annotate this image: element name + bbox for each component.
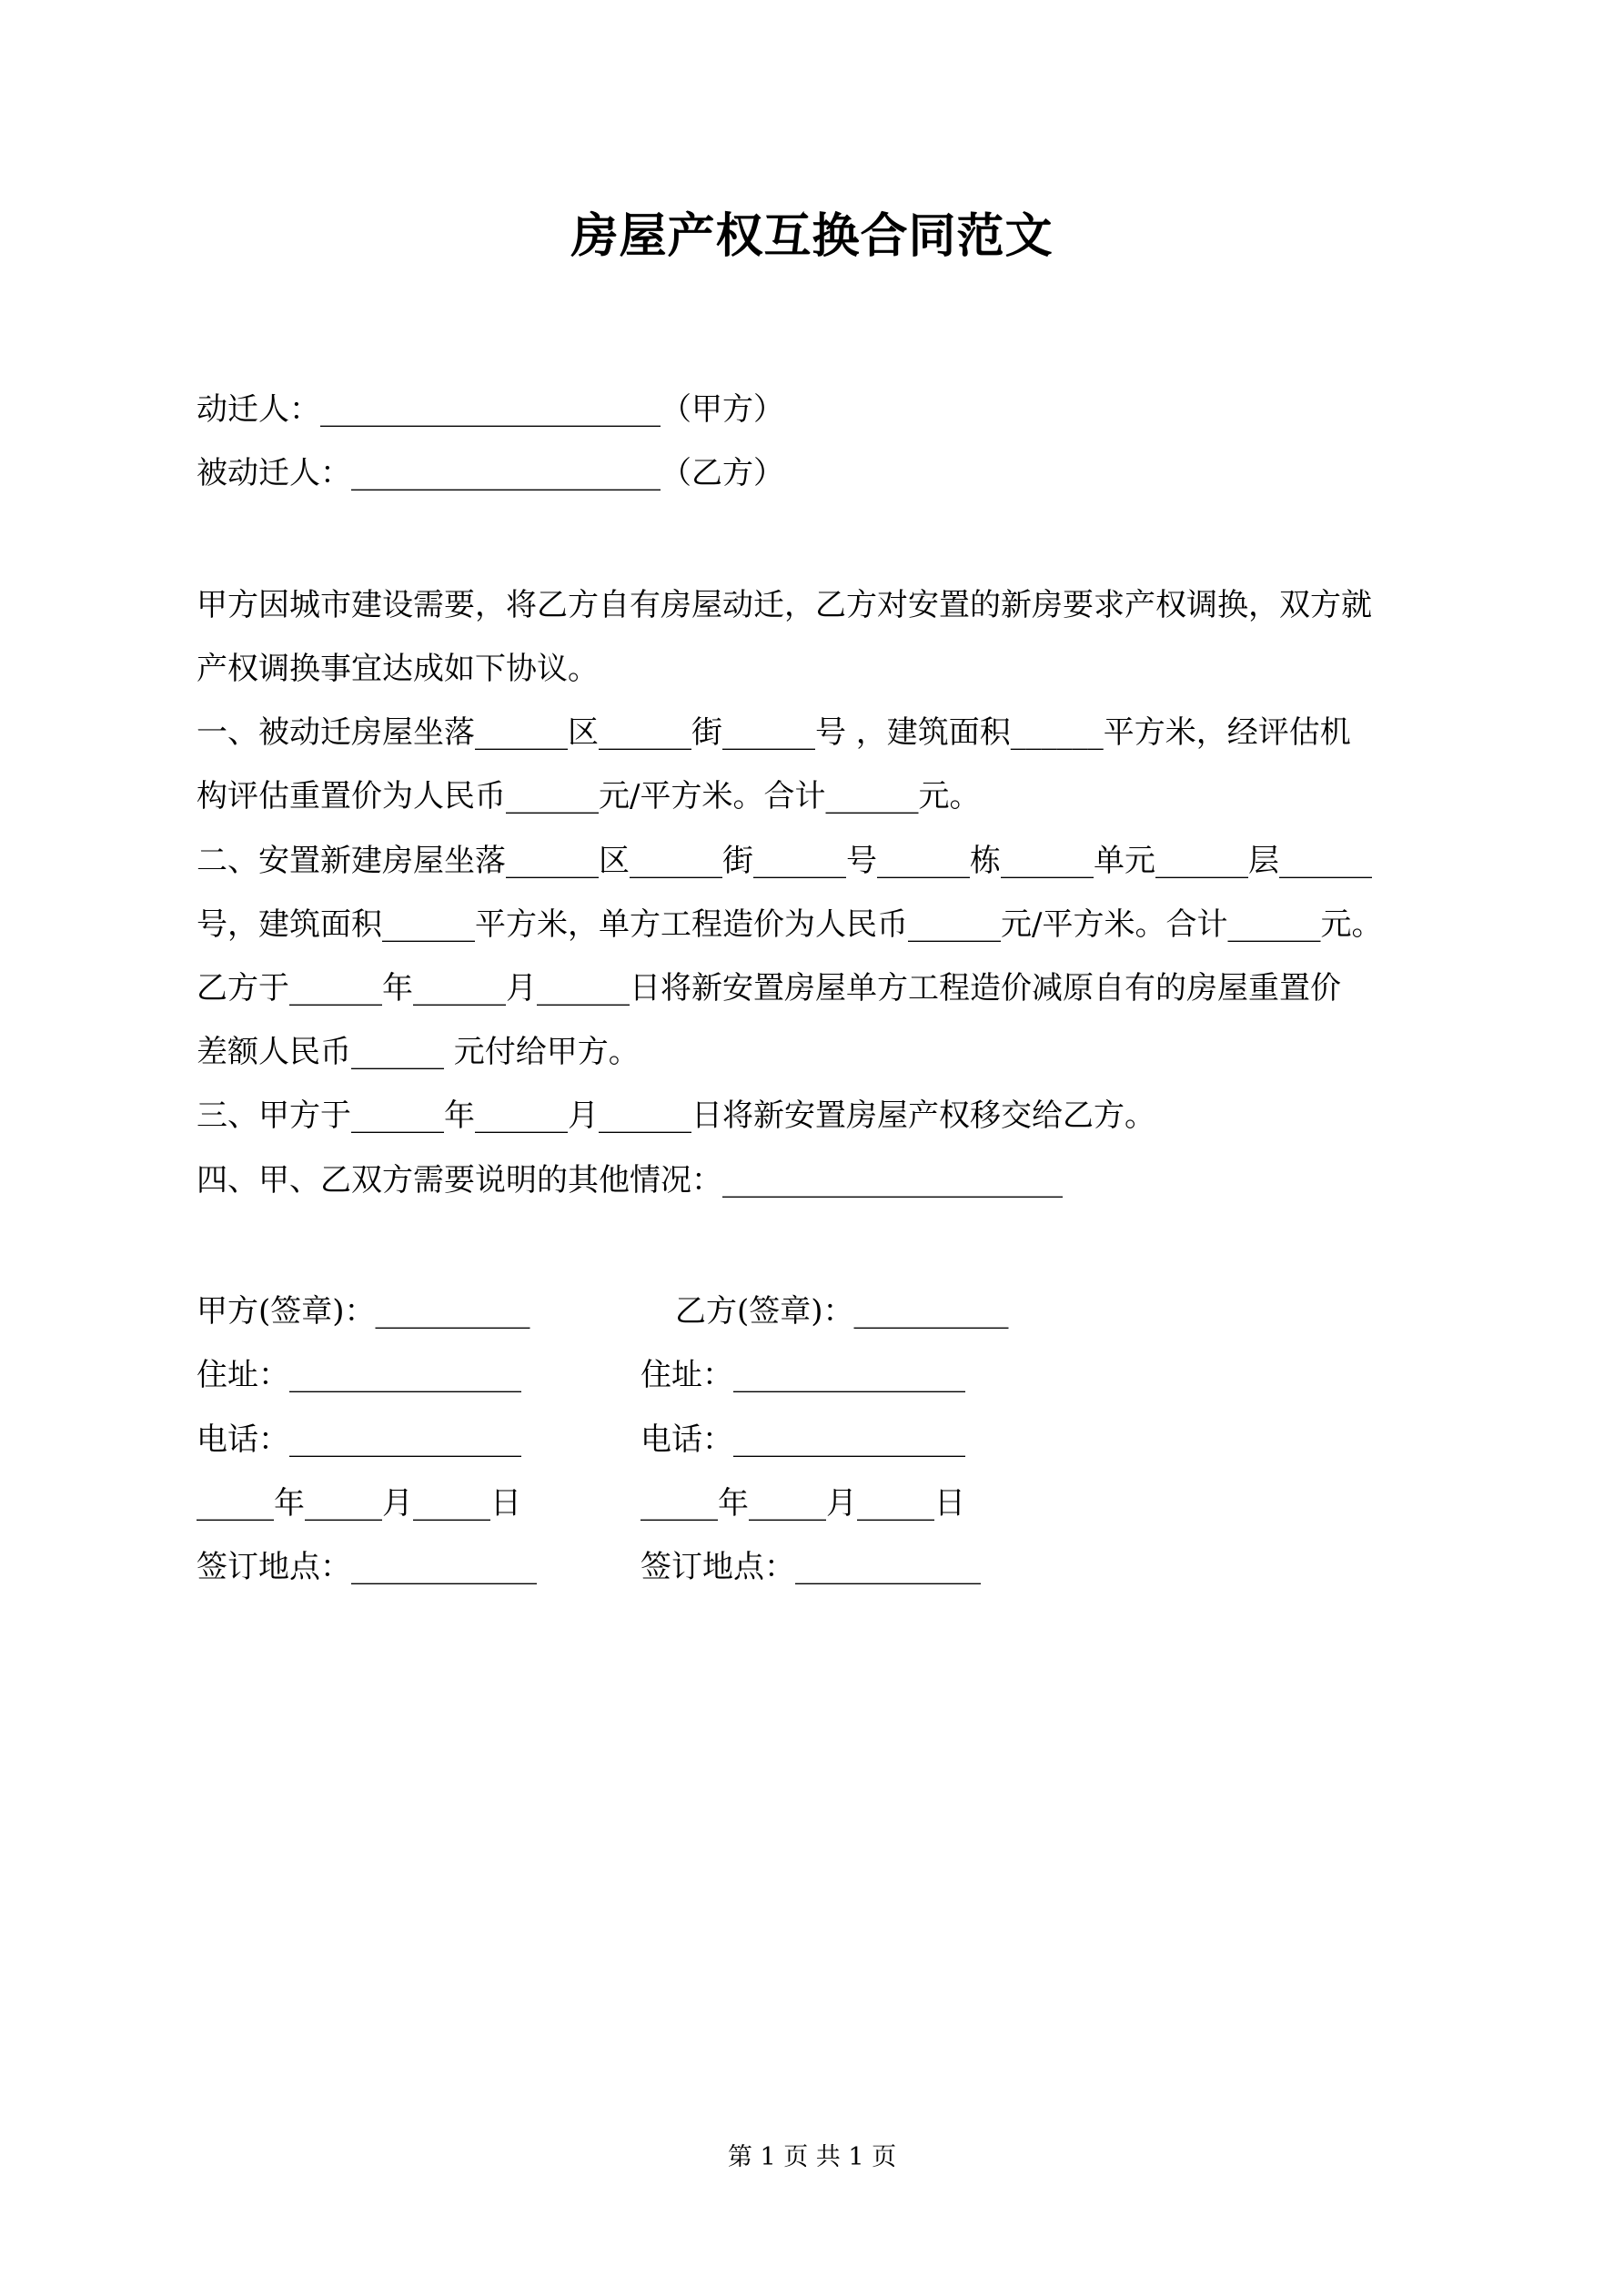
party-a-line: 动迁人：______________________（甲方）	[197, 391, 784, 428]
document-title: 房屋产权互换合同范文	[570, 208, 1054, 264]
party-b-date-line: _____年_____月_____日	[641, 1485, 965, 1522]
clause-3-line: 三、甲方于______年______月______日将新安置房屋产权移交给乙方。	[197, 1097, 1155, 1134]
clause-2-line-3: 乙方于______年______月______日将新安置房屋单方工程造价减原自有的房屋重置价	[197, 970, 1341, 1006]
party-a-phone-line: 电话：_______________	[197, 1421, 521, 1458]
party-a-address-line: 住址：_______________	[197, 1357, 521, 1393]
party-b-seal-line: 乙方(签章)：__________	[675, 1293, 1009, 1330]
party-a-seal-line: 甲方(签章)：__________	[197, 1293, 530, 1330]
clause-2-line-1: 二、安置新建房屋坐落______区______街______号______栋______单元______层______	[197, 843, 1372, 879]
clause-2-line-4: 差额人民币______ 元付给甲方。	[197, 1034, 640, 1070]
clause-2-line-2: 号，建筑面积______平方米，单方工程造价为人民币______元/平方米。合计______元。	[197, 906, 1383, 943]
party-b-phone-line: 电话：_______________	[641, 1421, 965, 1458]
clause-1-line-2: 构评估重置价为人民币______元/平方米。合计______元。	[197, 778, 981, 814]
page-footer: 第 1 页 共 1 页	[727, 2143, 897, 2171]
party-a-date-line: _____年_____月_____日	[197, 1485, 521, 1522]
party-a-place-line: 签订地点：____________	[197, 1549, 537, 1585]
intro-line-1: 甲方因城市建设需要，将乙方自有房屋动迁，乙方对安置的新房要求产权调换，双方就	[197, 587, 1372, 623]
clause-4-line: 四、甲、乙双方需要说明的其他情况：______________________	[197, 1162, 1063, 1199]
clause-1-line-1: 一、被动迁房屋坐落______区______街______号 ，建筑面积______平方米，经评估机	[197, 714, 1351, 751]
party-b-place-line: 签订地点：____________	[641, 1549, 981, 1585]
intro-line-2: 产权调换事宜达成如下协议。	[197, 651, 599, 687]
party-b-line: 被动迁人：____________________（乙方）	[197, 455, 784, 491]
party-b-address-line: 住址：_______________	[641, 1357, 965, 1393]
